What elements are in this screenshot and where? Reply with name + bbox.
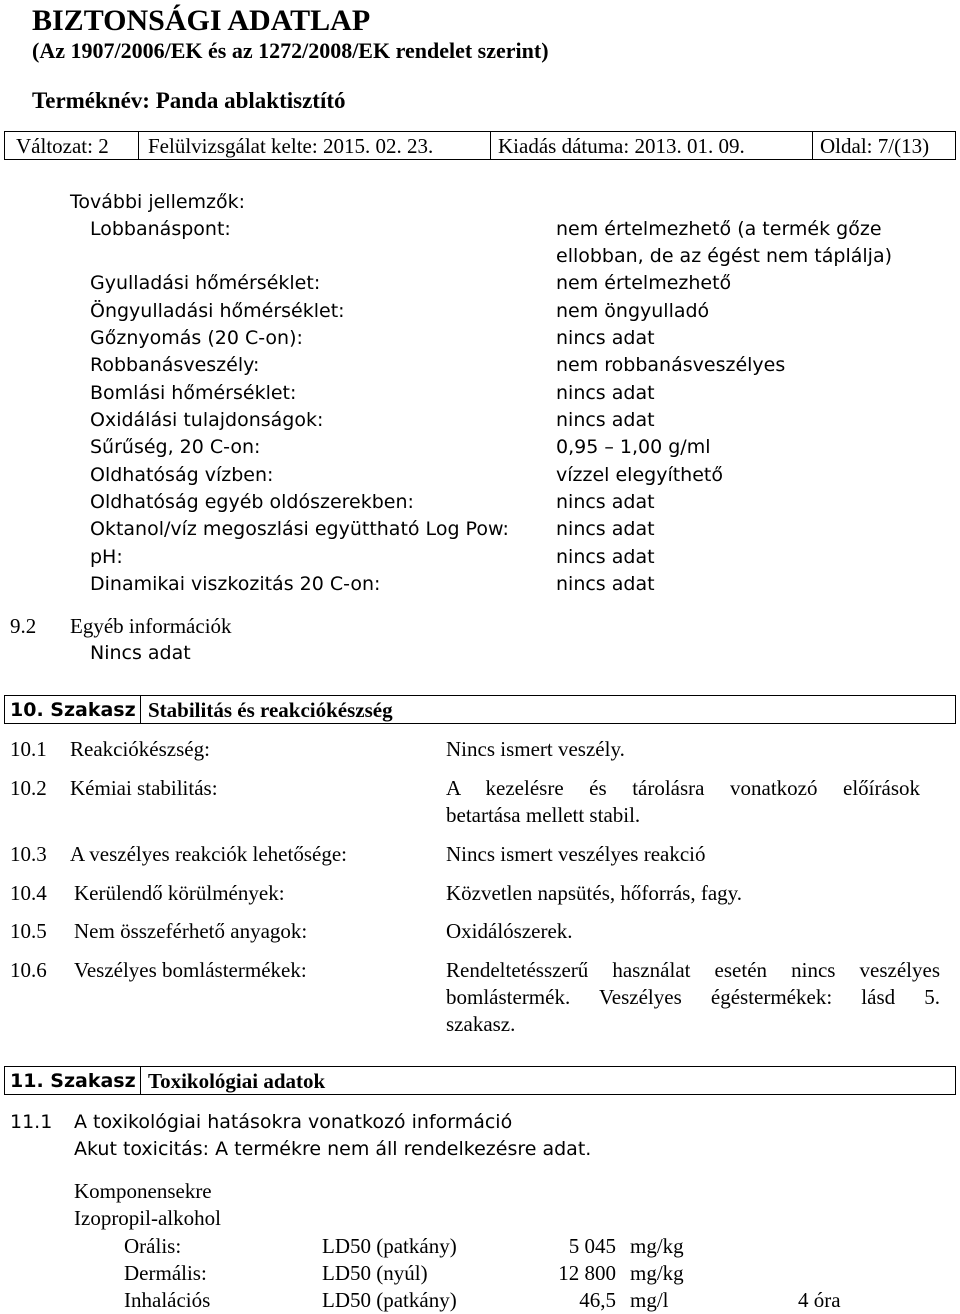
- item-number: 10.1: [10, 737, 47, 761]
- tox-test: LD50 (patkány): [322, 1288, 457, 1312]
- revision-date: Felülvizsgálat kelte: 2015. 02. 23.: [148, 134, 434, 158]
- tox-value: 46,5: [579, 1288, 616, 1312]
- tox-value: 5 045: [568, 1234, 616, 1258]
- section-9-2-text: Nincs adat: [90, 642, 191, 664]
- prop-label: Bomlási hőmérséklet:: [90, 382, 297, 404]
- item-label: Reakciókészség:: [70, 737, 210, 761]
- prop-label: Öngyulladási hőmérséklet:: [90, 300, 345, 322]
- prop-label: Gőznyomás (20 C-on):: [90, 327, 303, 349]
- prop-value: nincs adat: [556, 573, 655, 595]
- tox-route: Inhalációs: [124, 1288, 211, 1312]
- document-title: BIZTONSÁGI ADATLAP: [32, 4, 371, 37]
- item-value: bomlástermék. Veszélyes égéstermékek: lásd 5.: [446, 985, 940, 1009]
- prop-value: nem értelmezhető (a termék gőze: [556, 218, 882, 240]
- tox-route: Orális:: [124, 1234, 182, 1258]
- prop-label: Oldhatóság vízben:: [90, 464, 274, 486]
- item-value: A kezelésre és tárolásra vonatkozó előírások: [446, 776, 920, 800]
- prop-label: Oktanol/víz megoszlási együttható Log Pow:: [90, 518, 509, 540]
- section-9-2-number: 9.2: [10, 614, 37, 638]
- tox-test: LD50 (patkány): [322, 1234, 457, 1258]
- item-label: Kerülendő körülmények:: [74, 881, 285, 905]
- prop-value: nem robbanásveszélyes: [556, 354, 786, 376]
- subsection-number: 11.1: [10, 1111, 53, 1133]
- prop-label: Lobbanáspont:: [90, 218, 231, 240]
- item-label: Veszélyes bomlástermékek:: [74, 958, 307, 982]
- item-number: 10.2: [10, 776, 47, 800]
- item-value: Oxidálószerek.: [446, 919, 573, 943]
- item-number: 10.6: [10, 958, 47, 982]
- section-header-divider: [140, 695, 141, 724]
- item-number: 10.4: [10, 881, 47, 905]
- issue-date: Kiadás dátuma: 2013. 01. 09.: [498, 134, 745, 158]
- prop-label: pH:: [90, 546, 123, 568]
- prop-label: Oldhatóság egyéb oldószerekben:: [90, 491, 414, 513]
- tox-unit: mg/kg: [630, 1234, 684, 1258]
- item-number: 10.5: [10, 919, 47, 943]
- prop-label: Gyulladási hőmérséklet:: [90, 272, 321, 294]
- item-number: 10.3: [10, 842, 47, 866]
- prop-value: nincs adat: [556, 546, 655, 568]
- info-divider: [138, 131, 139, 160]
- tox-unit: mg/l: [630, 1288, 669, 1312]
- prop-value: nincs adat: [556, 409, 655, 431]
- further-properties-heading: További jellemzők:: [70, 191, 246, 213]
- prop-value: vízzel elegyíthető: [556, 464, 723, 486]
- prop-label: Dinamikai viszkozitás 20 C-on:: [90, 573, 381, 595]
- item-value: szakasz.: [446, 1012, 516, 1036]
- tox-unit: mg/kg: [630, 1261, 684, 1285]
- prop-value: nincs adat: [556, 382, 655, 404]
- prop-value: nem értelmezhető: [556, 272, 732, 294]
- section-10-number: 10. Szakasz: [10, 699, 136, 721]
- prop-value: 0,95 – 1,00 g/ml: [556, 436, 711, 458]
- prop-value: nincs adat: [556, 491, 655, 513]
- components-heading: Komponensekre: [74, 1179, 212, 1203]
- item-value: betartása mellett stabil.: [446, 803, 641, 827]
- info-divider: [812, 131, 813, 160]
- prop-label: Sűrűség, 20 C-on:: [90, 436, 261, 458]
- section-10-header: [4, 695, 956, 724]
- section-10-title: Stabilitás és reakciókészség: [148, 698, 393, 722]
- tox-test: LD50 (nyúl): [322, 1261, 428, 1285]
- section-header-divider: [140, 1066, 141, 1095]
- item-value: Nincs ismert veszélyes reakció: [446, 842, 706, 866]
- document-info-bar: [4, 131, 956, 160]
- item-label: A veszélyes reakciók lehetősége:: [70, 842, 347, 866]
- prop-value: nincs adat: [556, 518, 655, 540]
- prop-label: Oxidálási tulajdonságok:: [90, 409, 324, 431]
- prop-value: ellobban, de az égést nem táplálja): [556, 245, 892, 267]
- item-value: Nincs ismert veszély.: [446, 737, 625, 761]
- section-9-2-title: Egyéb információk: [70, 614, 232, 638]
- section-11-header: [4, 1066, 956, 1095]
- item-label: Nem összeférhető anyagok:: [74, 919, 308, 943]
- item-label: Kémiai stabilitás:: [70, 776, 218, 800]
- version-label: Változat: 2: [16, 134, 109, 158]
- section-11-number: 11. Szakasz: [10, 1070, 136, 1092]
- item-value: Közvetlen napsütés, hőforrás, fagy.: [446, 881, 743, 905]
- item-value: Rendeltetésszerű használat esetén nincs veszélyes: [446, 958, 940, 982]
- info-divider: [490, 131, 491, 160]
- prop-value: nincs adat: [556, 327, 655, 349]
- product-name: Terméknév: Panda ablaktisztító: [32, 88, 346, 113]
- substance-name: Izopropil-alkohol: [74, 1206, 221, 1230]
- tox-route: Dermális:: [124, 1261, 207, 1285]
- tox-value: 12 800: [558, 1261, 616, 1285]
- section-11-title: Toxikológiai adatok: [148, 1069, 326, 1093]
- acute-toxicity-text: Akut toxicitás: A termékre nem áll rendelkezésre adat.: [74, 1138, 592, 1160]
- subsection-title: A toxikológiai hatásokra vonatkozó információ: [74, 1111, 513, 1133]
- prop-label: Robbanásveszély:: [90, 354, 260, 376]
- page-number: Oldal: 7/(13): [820, 134, 930, 158]
- prop-value: nem öngyulladó: [556, 300, 710, 322]
- tox-exposure-time: 4 óra: [798, 1288, 841, 1312]
- regulation-subtitle: (Az 1907/2006/EK és az 1272/2008/EK rendelet szerint): [32, 38, 549, 63]
